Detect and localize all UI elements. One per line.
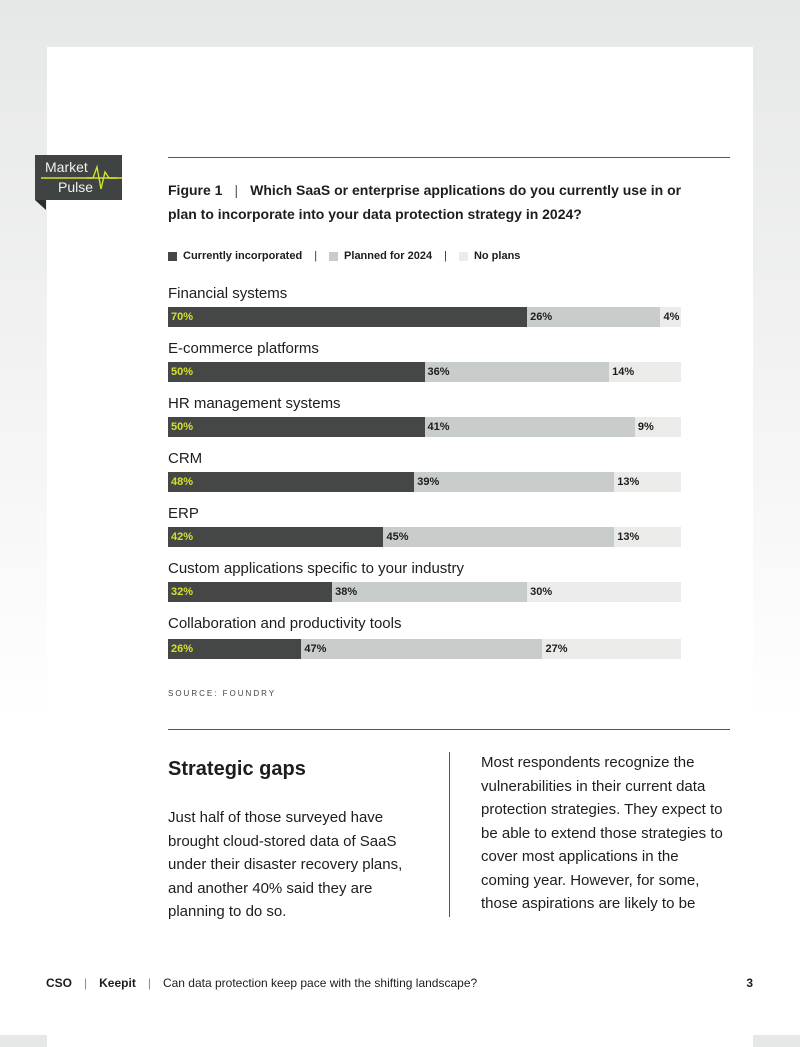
figure-question: Which SaaS or enterprise applications do you currently use in or plan to incorporate into your data protection strategy in 2024?: [168, 182, 682, 222]
badge-line-2: Pulse: [58, 179, 94, 195]
data-label: 13%: [617, 476, 640, 488]
category-label: Collaboration and productivity tools: [168, 615, 402, 632]
legend-planned: Planned for 2024: [344, 250, 433, 262]
bar-segment-none: [542, 639, 681, 659]
data-label: 50%: [171, 421, 194, 433]
footer-separator: |: [147, 976, 151, 990]
section-heading: Strategic gaps: [168, 758, 306, 780]
bar-row: [168, 527, 681, 547]
data-label: 26%: [171, 643, 194, 655]
bar-segment-planned: [527, 307, 660, 327]
figure-label: Figure 1: [168, 182, 223, 198]
market-pulse-badge: [35, 155, 122, 200]
bar-row: [168, 307, 681, 327]
bar-row: [168, 417, 681, 437]
data-label: 36%: [427, 366, 450, 378]
source-note: SOURCE: FOUNDRY: [168, 689, 277, 698]
bar-segment-current: [168, 582, 332, 602]
data-label: 27%: [545, 643, 568, 655]
legend-current: Currently incorporated: [183, 250, 303, 262]
badge-line-1: Market: [45, 159, 88, 175]
footer-brand-keepit: Keepit: [99, 976, 136, 990]
category-label: HR management systems: [168, 395, 341, 412]
data-label: 32%: [171, 586, 194, 598]
data-label: 38%: [335, 586, 358, 598]
footer-separator: |: [84, 976, 88, 990]
bar-segment-planned: [425, 417, 635, 437]
category-label: Custom applications specific to your industry: [168, 560, 464, 577]
figure-title: [168, 178, 708, 226]
category-label: E-commerce platforms: [168, 340, 319, 357]
bar-segment-planned: [414, 472, 614, 492]
data-label: 42%: [171, 531, 194, 543]
data-label: 48%: [171, 476, 194, 488]
bar-segment-planned: [301, 639, 542, 659]
data-label: 13%: [617, 531, 640, 543]
data-label: 47%: [304, 643, 327, 655]
bar-row: [168, 362, 681, 382]
category-label: ERP: [168, 505, 199, 522]
footer-brand-cso: CSO: [46, 976, 73, 990]
bar-segment-none: [614, 472, 681, 492]
bar-segment-none: [660, 307, 681, 327]
data-label: 41%: [427, 421, 450, 433]
column-divider: [449, 752, 450, 917]
bar-segment-none: [527, 582, 681, 602]
bar-row: [168, 639, 681, 659]
page-footer: [46, 976, 753, 990]
data-label: 50%: [171, 366, 194, 378]
data-label: 14%: [612, 366, 635, 378]
badge-tail: [35, 200, 46, 210]
data-label: 45%: [386, 531, 409, 543]
category-label: Financial systems: [168, 285, 288, 302]
data-label: 26%: [530, 311, 553, 323]
legend-none: No plans: [473, 250, 521, 262]
data-label: 30%: [530, 586, 553, 598]
bar-segment-current: [168, 307, 527, 327]
bar-segment-none: [609, 362, 681, 382]
bar-segment-current: [168, 417, 425, 437]
bar-segment-planned: [383, 527, 614, 547]
legend-swatch-current: [168, 252, 177, 261]
left-paragraph: Just half of those surveyed have brought cloud-stored data of SaaS under their disaster recovery plans, and another 40% said they are planning to do so.: [168, 809, 403, 920]
footer-title: Can data protection keep pace with the shifting landscape?: [162, 976, 478, 990]
chart-legend: [168, 250, 520, 262]
bar-segment-current: [168, 639, 301, 659]
data-label: 70%: [171, 311, 194, 323]
bar-segment-planned: [425, 362, 610, 382]
data-label: 9%: [637, 421, 654, 433]
category-label: CRM: [168, 450, 203, 467]
section-rule: [168, 729, 730, 730]
bar-segment-current: [168, 472, 414, 492]
page-number: 3: [746, 976, 753, 990]
bar-segment-planned: [332, 582, 527, 602]
legend-swatch-none: [459, 252, 468, 261]
bar-segment-current: [168, 527, 383, 547]
data-label: 4%: [663, 311, 680, 323]
top-rule: [168, 157, 730, 158]
legend-swatch-planned: [329, 252, 338, 261]
data-label: 39%: [417, 476, 440, 488]
bar-row: [168, 472, 681, 492]
bar-segment-current: [168, 362, 425, 382]
bar-segment-none: [614, 527, 681, 547]
legend-separator: |: [314, 250, 318, 262]
bar-row: [168, 582, 681, 602]
legend-separator: |: [444, 250, 447, 262]
bar-segment-none: [635, 417, 681, 437]
right-paragraph: Most respondents recognize the vulnerabilities in their current data protection strategies. They expect to be able to extend those strategies to cover most applications in the coming year. However, for some, those aspirations are likely to be: [481, 754, 723, 912]
figure-separator: |: [234, 182, 239, 198]
